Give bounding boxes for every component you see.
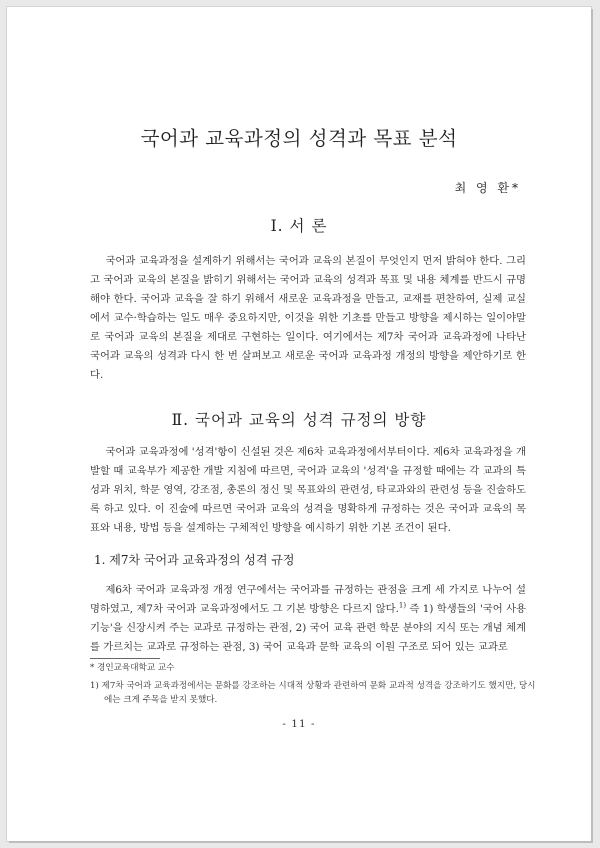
subsection-1-body	[90, 581, 526, 657]
footnote-1: 1) 제7차 국어과 교육과정에서는 문화를 강조하는 시대적 상황과 관련하여 문화 교과적 성격을 강조하기도 했지만, 당시에는 크게 주목을 받지 못했다.	[90, 681, 536, 705]
section-1-body: 국어과 교육과정을 설계하기 위해서는 국어과 교육의 본질이 무엇인지 먼저 밝혀야 한다. 그리고 국어과 교육의 본질을 밝히기 위해서는 국어과 교육의 성격과 목표 및 내용 체계를 반드시 규명해야 한다. 국어과 교육을 잘 하기 위해서 새로운 교육과정을 만들고, 교재를 편찬하여, 실제 교실에서 교수·학습하는 일도 매우 중요하지만, 이것을 위한 기초를 만들고 방향을 제시하는 일이야말로 국어과 교육의 본질을 제대로 구현하는 일이다. 여기에서는 제7차 국어과 교육과정에 나타난 국어과 교육의 성격과 다시 한 번 살펴보고 새로운 국어과 교육과정 개정의 방향을 제안하기로 한다.	[90, 255, 526, 381]
section-2-heading: Ⅱ. 국어과 교육의 성격 규정의 방향	[171, 411, 427, 429]
footnote-divider	[90, 658, 160, 659]
footnote-author-affiliation: * 경인교육대학교 교수	[90, 663, 175, 673]
section-2-body: 국어과 교육과정에 '성격'항이 신설된 것은 제6차 교육과정에서부터이다. 제6차 교육과정을 개발할 때 교육부가 제공한 개발 지침에 따르면, 국어과 교육의 '성격'을 규정할 때에는 각 교과의 특성과 위치, 학문 영역, 강조점, 총론의 정신 및 목표와의 관련성, 타교과와의 관련성 등을 진술하도록 하고 있다. 이 진술에 따르면 국어과 교육의 성격을 명확하게 규정하는 것은 국어과 교육의 목표와 내용, 방법 등을 설계하는 구체적인 방향을 예시하기 위한 기본 조건이 된다.	[90, 446, 526, 534]
subsection-1-body-end: 즉 1) 학생들의 '국어 사용 기능'을 신장시켜 주는 교과로 규정하는 관점, 2) 국어 교육 관련 학문 분야의 지식 또는 개념 체계를 가르치는 교과로 규정하는 관점, 3) 국어 교육과 문학 교육의 이원 구조로 되어 있는 교과로	[90, 603, 526, 653]
subsection-1-heading: 1. 제7차 국어과 교육과정의 성격 규정	[94, 553, 295, 567]
page-number: - 11 -	[282, 718, 316, 730]
footnote-reference-1[interactable]: 1)	[398, 601, 407, 610]
author-name: 최 영 환*	[454, 181, 521, 195]
subsection-1-body-start: 제6차 국어과 교육과정 개정 연구에서는 국어과를 규정하는 관점을 크게 세 가지로 나누어 설명하였고, 제7차 국어과 교육과정에서도 그 기본 방향은 다르지 않다.	[90, 584, 526, 615]
paper-title: 국어과 교육과정의 성격과 목표 분석	[140, 127, 458, 150]
section-1-heading: Ⅰ. 서 론	[270, 217, 328, 235]
document-page	[7, 7, 591, 841]
